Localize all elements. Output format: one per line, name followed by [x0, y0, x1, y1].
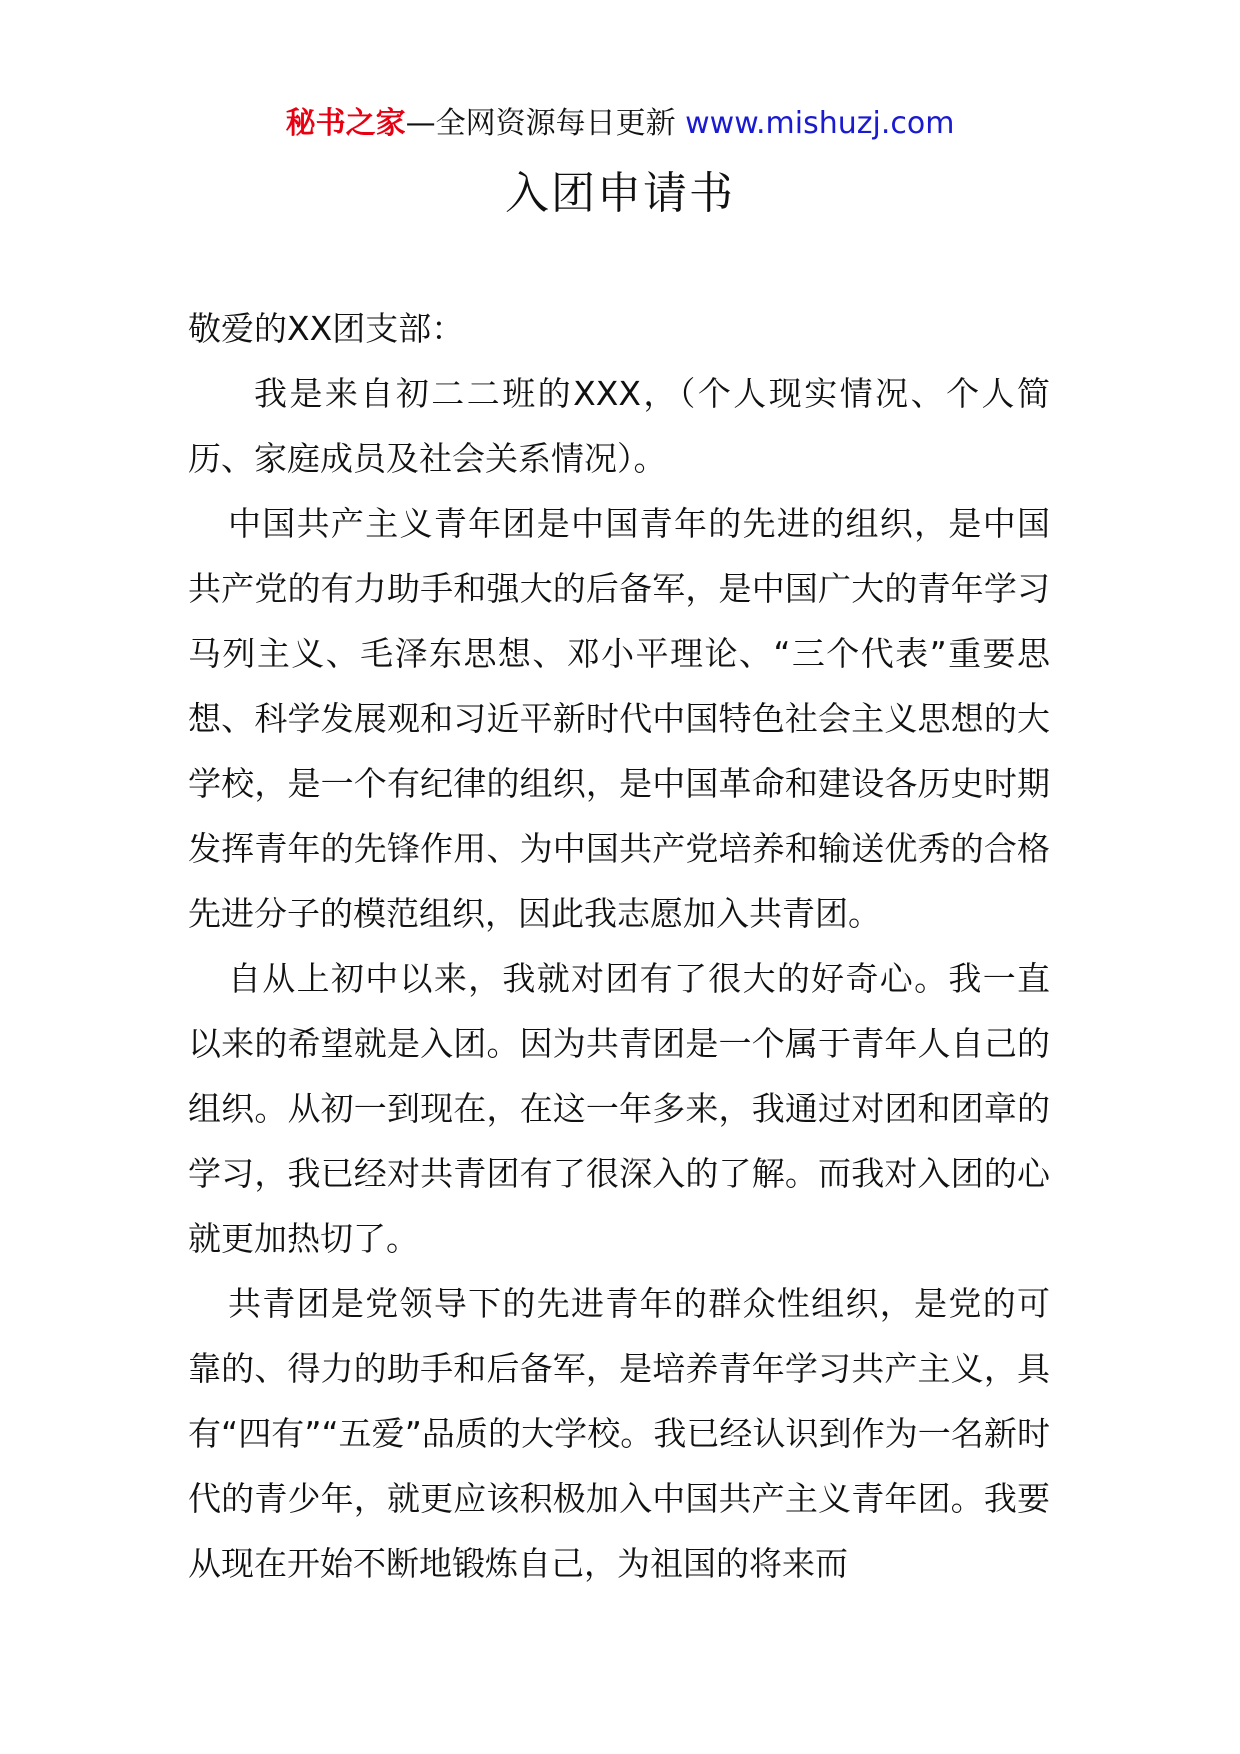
- paragraph-2: 中国共产主义青年团是中国青年的先进的组织，是中国共产党的有力助手和强大的后备军，是中国广大的青年学习马列主义、毛泽东思想、邓小平理论、“三个代表”重要思想、科学发展观和习近平新时代中国特色社会主义思想的大学校，是一个有纪律的组织，是中国革命和建设各历史时期发挥青年的先锋作用、为中国共产党培养和输送优秀的合格先进分子的模范组织，因此我志愿加入共青团。: [188, 504, 1050, 933]
- paragraph-3: 自从上初中以来，我就对团有了很大的好奇心。我一直以来的希望就是入团。因为共青团是一个属于青年人自己的组织。从初一到现在，在这一年多来，我通过对团和团章的学习，我已经对共青团有了很深入的了解。而我对入团的心就更加热切了。: [188, 959, 1050, 1258]
- document-body: [188, 296, 1050, 1596]
- site-banner: [0, 104, 1240, 144]
- banner-tagline: —全网资源每日更新: [405, 106, 686, 141]
- document-title: 入团申请书: [505, 168, 735, 219]
- salutation: 敬爱的XX团支部：: [188, 309, 465, 348]
- paragraph-1: 我是来自初二二班的XXX，（个人现实情况、个人简历、家庭成员及社会关系情况）。: [188, 374, 1050, 478]
- paragraph-4: 共青团是党领导下的先进青年的群众性组织，是党的可靠的、得力的助手和后备军，是培养青年学习共产主义，具有“四有”“五爱”品质的大学校。我已经认识到作为一名新时代的青少年，就更应该积极加入中国共产主义青年团。我要从现在开始不断地锻炼自己，为祖国的将来而: [188, 1284, 1050, 1583]
- banner-url[interactable]: www.mishuzj.com: [685, 106, 955, 141]
- banner-brand: 秘书之家: [285, 106, 406, 141]
